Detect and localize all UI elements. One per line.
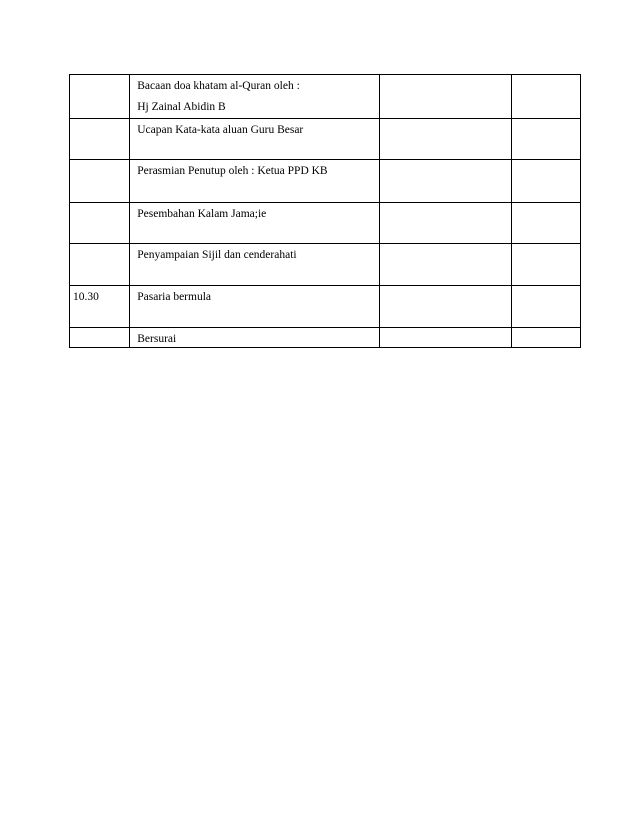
time-text: [70, 160, 129, 164]
table-row: [70, 286, 581, 328]
time-cell: [70, 328, 130, 348]
table-row: [70, 244, 581, 286]
schedule-table: [69, 74, 581, 348]
activity-text: Pasaria bermula: [137, 291, 211, 303]
empty-cell: [511, 244, 580, 286]
time-text: [70, 119, 129, 123]
time-text: 10.30: [73, 291, 99, 303]
activity-text: Penyampaian Sijil dan cenderahati: [137, 249, 297, 261]
activity-cell: [130, 244, 380, 286]
activity-cell: [130, 160, 380, 203]
empty-cell: [380, 286, 512, 328]
activity-text: Ucapan Kata-kata aluan Guru Besar: [137, 124, 304, 136]
empty-cell: [380, 75, 512, 119]
time-text: [70, 244, 129, 248]
table-row: [70, 328, 581, 348]
time-cell: [70, 119, 130, 160]
empty-cell: [380, 160, 512, 203]
empty-cell: [380, 328, 512, 348]
time-text: [70, 203, 129, 207]
activity-cell: [130, 328, 380, 348]
activity-line-2: Hj Zainal Abidin B: [137, 101, 226, 113]
activity-cell: [130, 75, 380, 119]
time-cell: [70, 203, 130, 244]
empty-cell: [380, 203, 512, 244]
empty-cell: [380, 244, 512, 286]
time-text: [70, 75, 129, 79]
empty-cell: [511, 75, 580, 119]
table-row: [70, 75, 581, 119]
time-cell: [70, 160, 130, 203]
activity-cell: [130, 203, 380, 244]
activity-cell: [130, 119, 380, 160]
table-row: [70, 119, 581, 160]
activity-text: [130, 75, 379, 114]
empty-cell: [511, 203, 580, 244]
empty-cell: [511, 119, 580, 160]
activity-cell: [130, 286, 380, 328]
table-row: [70, 160, 581, 203]
empty-cell: [511, 160, 580, 203]
table-row: [70, 203, 581, 244]
empty-cell: [511, 328, 580, 348]
empty-cell: [380, 119, 512, 160]
time-cell: [70, 244, 130, 286]
empty-cell: [511, 286, 580, 328]
time-cell: [70, 75, 130, 119]
activity-text: Bersurai: [137, 333, 177, 345]
activity-line: Bacaan doa khatam al-Quran oleh :: [137, 80, 300, 92]
time-text: [70, 328, 129, 332]
activity-text: Pesembahan Kalam Jama;ie: [137, 208, 267, 220]
activity-text: Perasmian Penutup oleh : Ketua PPD KB: [137, 165, 328, 177]
time-cell: [70, 286, 130, 328]
